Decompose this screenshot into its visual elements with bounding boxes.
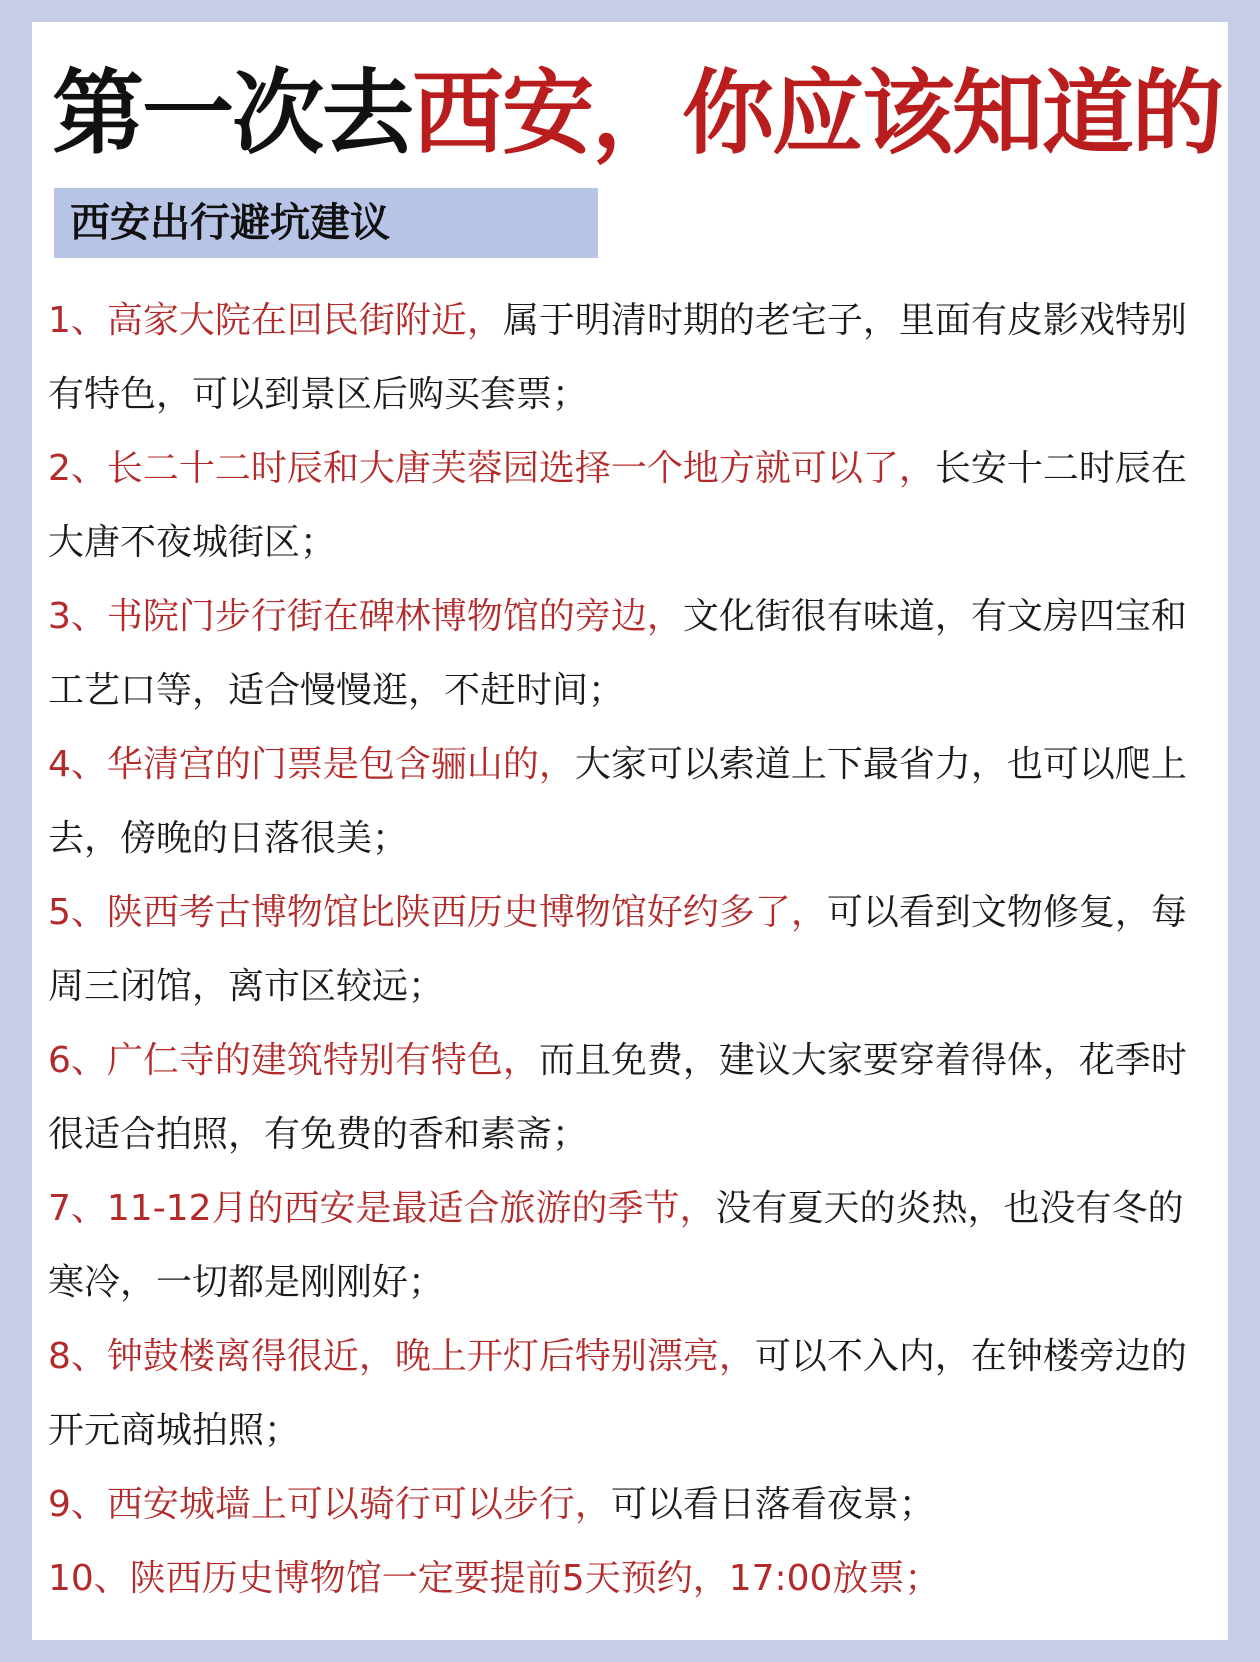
document-card: [32, 22, 1228, 1640]
page-title: [52, 54, 1222, 174]
list-item: [48, 1024, 1218, 1172]
item-text: 文化街很有味道，有文房四宝和工艺口等，适合慢慢逛，不赶时间；: [48, 596, 1187, 711]
title-prefix: 第一次去: [52, 60, 413, 167]
item-highlight: 10、陕西历史博物馆一定要提前5天预约，17:00放票；: [48, 1558, 941, 1599]
item-highlight: 7、11-12月的西安是最适合旅游的季节，: [48, 1188, 716, 1229]
list-item: [48, 1468, 1218, 1542]
list-item: [48, 284, 1218, 432]
title-highlight: 西安，你应该知道的: [412, 60, 1223, 167]
item-highlight: 1、高家大院在回民街附近，: [48, 300, 503, 341]
item-text: 而且免费，建议大家要穿着得体，花季时很适合拍照，有免费的香和素斋；: [48, 1040, 1187, 1155]
list-item: [48, 432, 1218, 580]
list-item: [48, 1172, 1218, 1320]
item-highlight: 8、钟鼓楼离得很近，晚上开灯后特别漂亮，: [48, 1336, 755, 1377]
item-text: 属于明清时期的老宅子，里面有皮影戏特别有特色，可以到景区后购买套票；: [48, 300, 1187, 415]
item-text: 长安十二时辰在大唐不夜城街区；: [48, 448, 1187, 563]
item-text: 可以不入内，在钟楼旁边的开元商城拍照；: [48, 1336, 1187, 1451]
item-highlight: 3、书院门步行街在碑林博物馆的旁边，: [48, 596, 683, 637]
list-item: [48, 1542, 1218, 1616]
item-text: 没有夏天的炎热，也没有冬的寒冷，一切都是刚刚好；: [48, 1188, 1184, 1303]
list-item: [48, 728, 1218, 876]
item-text: 可以看日落看夜景；: [610, 1484, 935, 1525]
list-item: [48, 876, 1218, 1024]
item-highlight: 6、广仁寺的建筑特别有特色，: [48, 1040, 539, 1081]
item-highlight: 5、陕西考古博物馆比陕西历史博物馆好约多了，: [48, 892, 827, 933]
item-text: 可以看到文物修复，每周三闭馆，离市区较远；: [48, 892, 1187, 1007]
item-text: 大家可以索道上下最省力，也可以爬上去，傍晚的日落很美；: [48, 744, 1187, 859]
item-highlight: 9、西安城墙上可以骑行可以步行，: [48, 1484, 611, 1525]
list-item: [48, 1320, 1218, 1468]
list-item: [48, 580, 1218, 728]
item-highlight: 4、华清宫的门票是包含骊山的，: [48, 744, 575, 785]
item-highlight: 2、长二十二时辰和大唐芙蓉园选择一个地方就可以了，: [48, 448, 935, 489]
section-heading: 西安出行避坑建议: [54, 188, 598, 258]
tips-list: [48, 284, 1218, 1616]
